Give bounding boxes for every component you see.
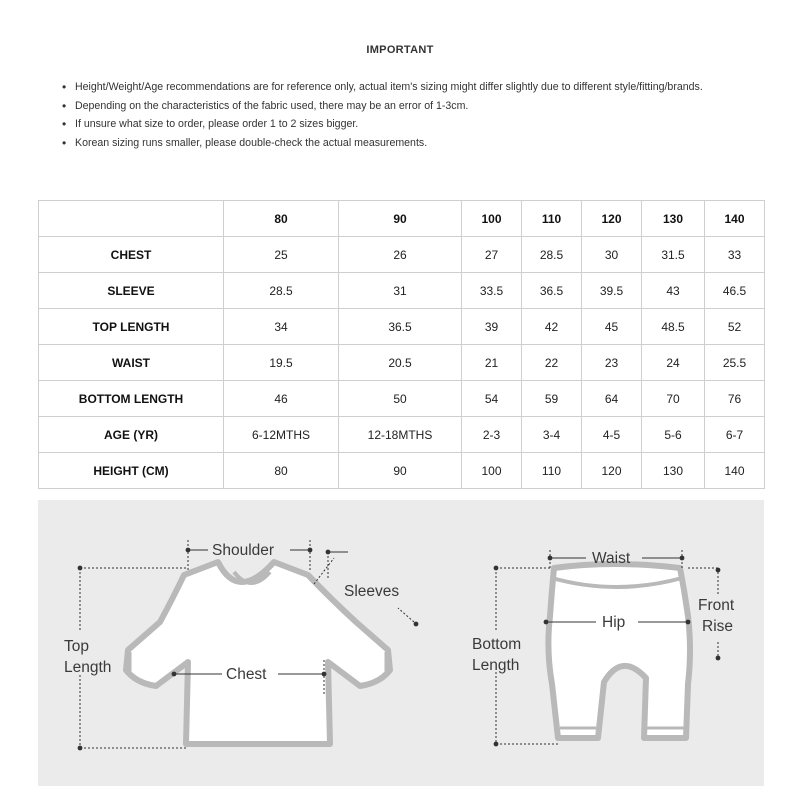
table-cell: 45 — [582, 309, 642, 345]
top-length-label-line2: Length — [64, 659, 112, 676]
pants-illustration — [548, 564, 690, 738]
table-cell: 46.5 — [705, 273, 765, 309]
table-cell: 27 — [462, 237, 522, 273]
table-cell: 33 — [705, 237, 765, 273]
bottom-length-label-line1: Bottom — [472, 636, 522, 653]
notes-list — [62, 78, 752, 152]
measurement-diagram — [38, 500, 764, 786]
table-cell: 39 — [462, 309, 522, 345]
table-cell: 31.5 — [642, 237, 705, 273]
note-item: • Height/Weight/Age recommendations are for reference only, actual item's sizing might differ slightly due to different style/fitting/brands. — [62, 78, 752, 97]
row-label: BOTTOM LENGTH — [39, 381, 224, 417]
table-row — [39, 309, 765, 345]
table-row — [39, 237, 765, 273]
note-item: • If unsure what size to order, please order 1 to 2 sizes bigger. — [62, 115, 752, 134]
column-header: 110 — [522, 201, 582, 237]
table-cell: 70 — [642, 381, 705, 417]
table-cell: 25 — [224, 237, 339, 273]
waist-label: Waist — [592, 550, 631, 567]
table-cell: 20.5 — [339, 345, 462, 381]
column-header: 80 — [224, 201, 339, 237]
front-rise-label-line2: Rise — [702, 618, 734, 635]
table-cell: 120 — [582, 453, 642, 489]
table-cell: 50 — [339, 381, 462, 417]
table-cell: 54 — [462, 381, 522, 417]
chest-label: Chest — [226, 666, 267, 683]
table-cell: 6-7 — [705, 417, 765, 453]
table-cell: 21 — [462, 345, 522, 381]
column-header — [39, 201, 224, 237]
column-header: 120 — [582, 201, 642, 237]
table-cell: 28.5 — [224, 273, 339, 309]
sleeves-label: Sleeves — [344, 583, 400, 600]
table-cell: 39.5 — [582, 273, 642, 309]
bottom-length-dimension — [472, 566, 558, 747]
table-cell: 76 — [705, 381, 765, 417]
table-row — [39, 381, 765, 417]
row-label: AGE (YR) — [39, 417, 224, 453]
table-cell: 110 — [522, 453, 582, 489]
table-cell: 4-5 — [582, 417, 642, 453]
column-header: 130 — [642, 201, 705, 237]
table-cell: 90 — [339, 453, 462, 489]
table-cell: 28.5 — [522, 237, 582, 273]
table-cell: 43 — [642, 273, 705, 309]
row-label: HEIGHT (CM) — [39, 453, 224, 489]
row-label: WAIST — [39, 345, 224, 381]
table-cell: 30 — [582, 237, 642, 273]
column-header: 140 — [705, 201, 765, 237]
table-row — [39, 453, 765, 489]
table-cell: 26 — [339, 237, 462, 273]
table-cell: 34 — [224, 309, 339, 345]
column-header: 90 — [339, 201, 462, 237]
row-label: TOP LENGTH — [39, 309, 224, 345]
table-cell: 31 — [339, 273, 462, 309]
table-cell: 130 — [642, 453, 705, 489]
table-cell: 100 — [462, 453, 522, 489]
table-cell: 6-12MTHS — [224, 417, 339, 453]
table-cell: 80 — [224, 453, 339, 489]
table-cell: 140 — [705, 453, 765, 489]
shoulder-label: Shoulder — [212, 542, 275, 559]
column-header: 100 — [462, 201, 522, 237]
table-cell: 25.5 — [705, 345, 765, 381]
size-chart-table — [38, 200, 765, 489]
table-cell: 22 — [522, 345, 582, 381]
note-item: • Korean sizing runs smaller, please double-check the actual measurements. — [62, 134, 752, 153]
table-cell: 48.5 — [642, 309, 705, 345]
row-label: CHEST — [39, 237, 224, 273]
table-row — [39, 345, 765, 381]
table-cell: 24 — [642, 345, 705, 381]
table-cell: 3-4 — [522, 417, 582, 453]
front-rise-dimension — [688, 568, 735, 661]
table-cell: 23 — [582, 345, 642, 381]
table-cell: 33.5 — [462, 273, 522, 309]
table-cell: 59 — [522, 381, 582, 417]
table-cell: 36.5 — [522, 273, 582, 309]
top-length-label-line1: Top — [64, 638, 89, 655]
table-cell: 5-6 — [642, 417, 705, 453]
table-cell: 46 — [224, 381, 339, 417]
table-cell: 2-3 — [462, 417, 522, 453]
table-header-row — [39, 201, 765, 237]
table-cell: 42 — [522, 309, 582, 345]
table-cell: 64 — [582, 381, 642, 417]
hip-label: Hip — [602, 614, 626, 631]
table-cell: 12-18MTHS — [339, 417, 462, 453]
table-cell: 19.5 — [224, 345, 339, 381]
important-heading: IMPORTANT — [366, 44, 434, 56]
front-rise-label-line1: Front — [698, 597, 735, 614]
table-row — [39, 273, 765, 309]
bottom-length-label-line2: Length — [472, 657, 520, 674]
table-cell: 36.5 — [339, 309, 462, 345]
table-cell: 52 — [705, 309, 765, 345]
table-row — [39, 417, 765, 453]
row-label: SLEEVE — [39, 273, 224, 309]
note-item: • Depending on the characteristics of the fabric used, there may be an error of 1-3cm. — [62, 97, 752, 116]
measurement-diagram-panel — [38, 500, 764, 786]
